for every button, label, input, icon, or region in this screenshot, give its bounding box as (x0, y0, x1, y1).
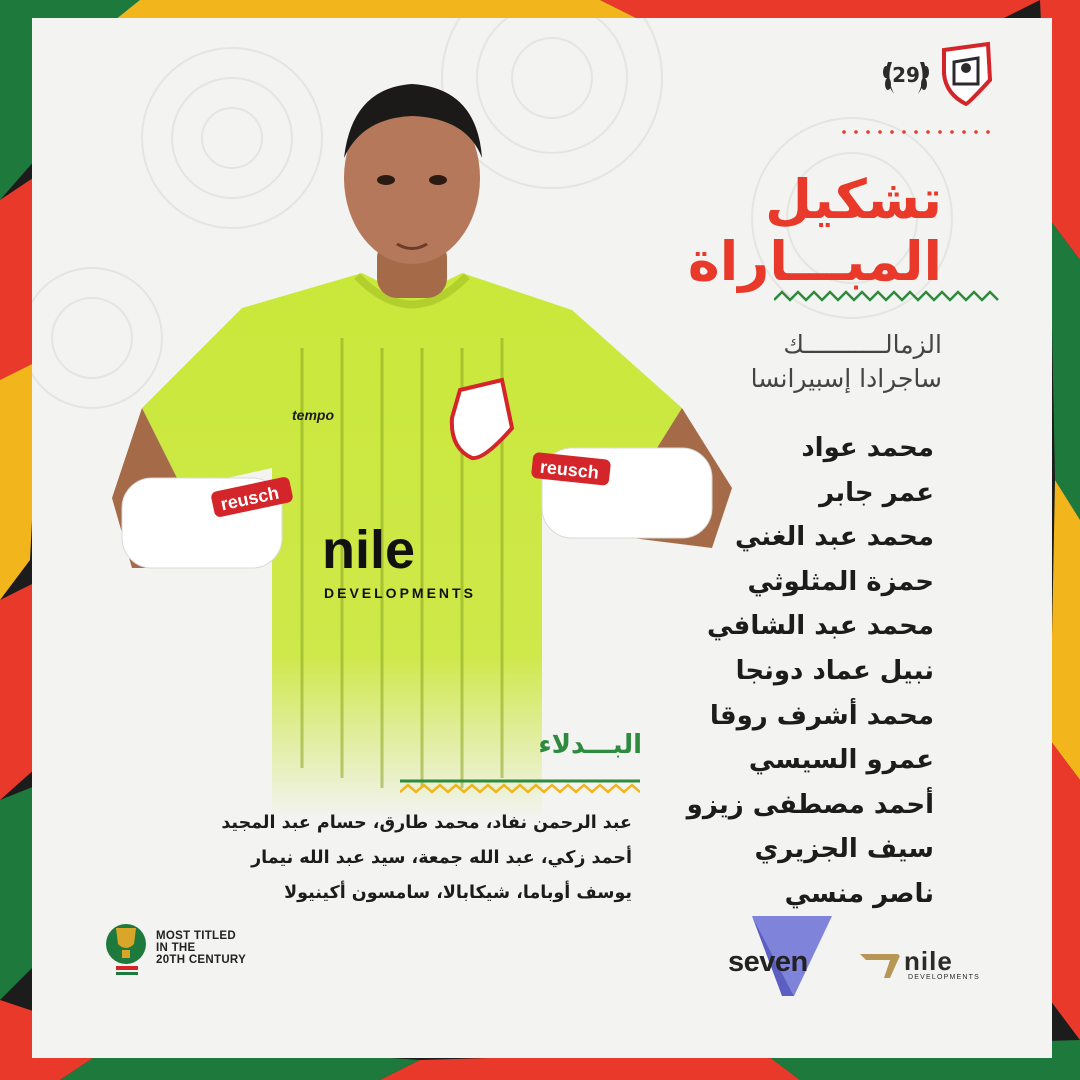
lineup-player: محمد أشرف روقا (709, 700, 934, 731)
lineup-player: محمد عبد الغني (734, 522, 934, 553)
substitutes-line: أحمد زكي، عبد الله جمعة، سيد عبد الله نيمار (251, 848, 632, 868)
home-team-name: الزمالـــــــــــك (783, 330, 942, 359)
away-team-name: ساجرادا إسبيرانسا (750, 364, 942, 393)
caf-trophy-icon (104, 914, 152, 984)
lineup-player: أحمد مصطفى زيزو (686, 789, 934, 820)
laurel-number: 29 (892, 63, 920, 87)
left-glove (122, 476, 294, 568)
substitutes-line: يوسف أوباما، شيكابالا، سامسون أكينيولا (284, 883, 632, 903)
svg-text:reusch: reusch (539, 456, 600, 483)
substitutes-line: عبد الرحمن نفاد، محمد طارق، حسام عبد المجيد (221, 813, 632, 833)
lineup-player: سيف الجزيري (754, 834, 934, 865)
lineup-player: عمرو السيسي (748, 745, 934, 776)
nile-sponsor-word: nile (904, 946, 953, 976)
lineup-player: نبيل عماد دونجا (735, 655, 934, 686)
svg-text:tempo: tempo (292, 407, 334, 423)
title-line-1: تشكيل (765, 168, 942, 231)
substitutes-title: البـــدلاء (538, 730, 642, 760)
title-dots-divider (838, 130, 994, 134)
starting-lineup (594, 426, 934, 917)
lineup-player: محمد عواد (801, 433, 934, 463)
svg-text:reusch: reusch (218, 482, 281, 515)
lineup-player: ناصر منسي (784, 878, 934, 909)
svg-text:DEVELOPMENTS: DEVELOPMENTS (324, 585, 476, 601)
laurel-badge-icon (878, 48, 934, 104)
caf-text-line: IN THE (156, 942, 196, 954)
content-card (32, 18, 1052, 1058)
substitutes-zigzag-divider (400, 778, 640, 794)
title-zigzag-divider (774, 290, 1004, 304)
nile-sponsor-subtitle: DEVELOPMENTS (908, 974, 980, 981)
title-line-2: المبـــاراة (687, 230, 942, 293)
club-crest-icon (938, 40, 994, 106)
lineup-player: حمزة المثلوثي (747, 566, 934, 597)
lineup-player: عمر جابر (819, 477, 934, 508)
svg-text:nile: nile (322, 520, 416, 580)
substitutes-list (166, 806, 632, 911)
caf-badge-text (156, 930, 306, 966)
seven-sponsor-text: seven (728, 946, 808, 978)
caf-text-line: 20TH CENTURY (156, 954, 247, 966)
lineup-player: محمد عبد الشافي (706, 611, 934, 642)
caf-text-line: MOST TITLED (156, 930, 236, 942)
